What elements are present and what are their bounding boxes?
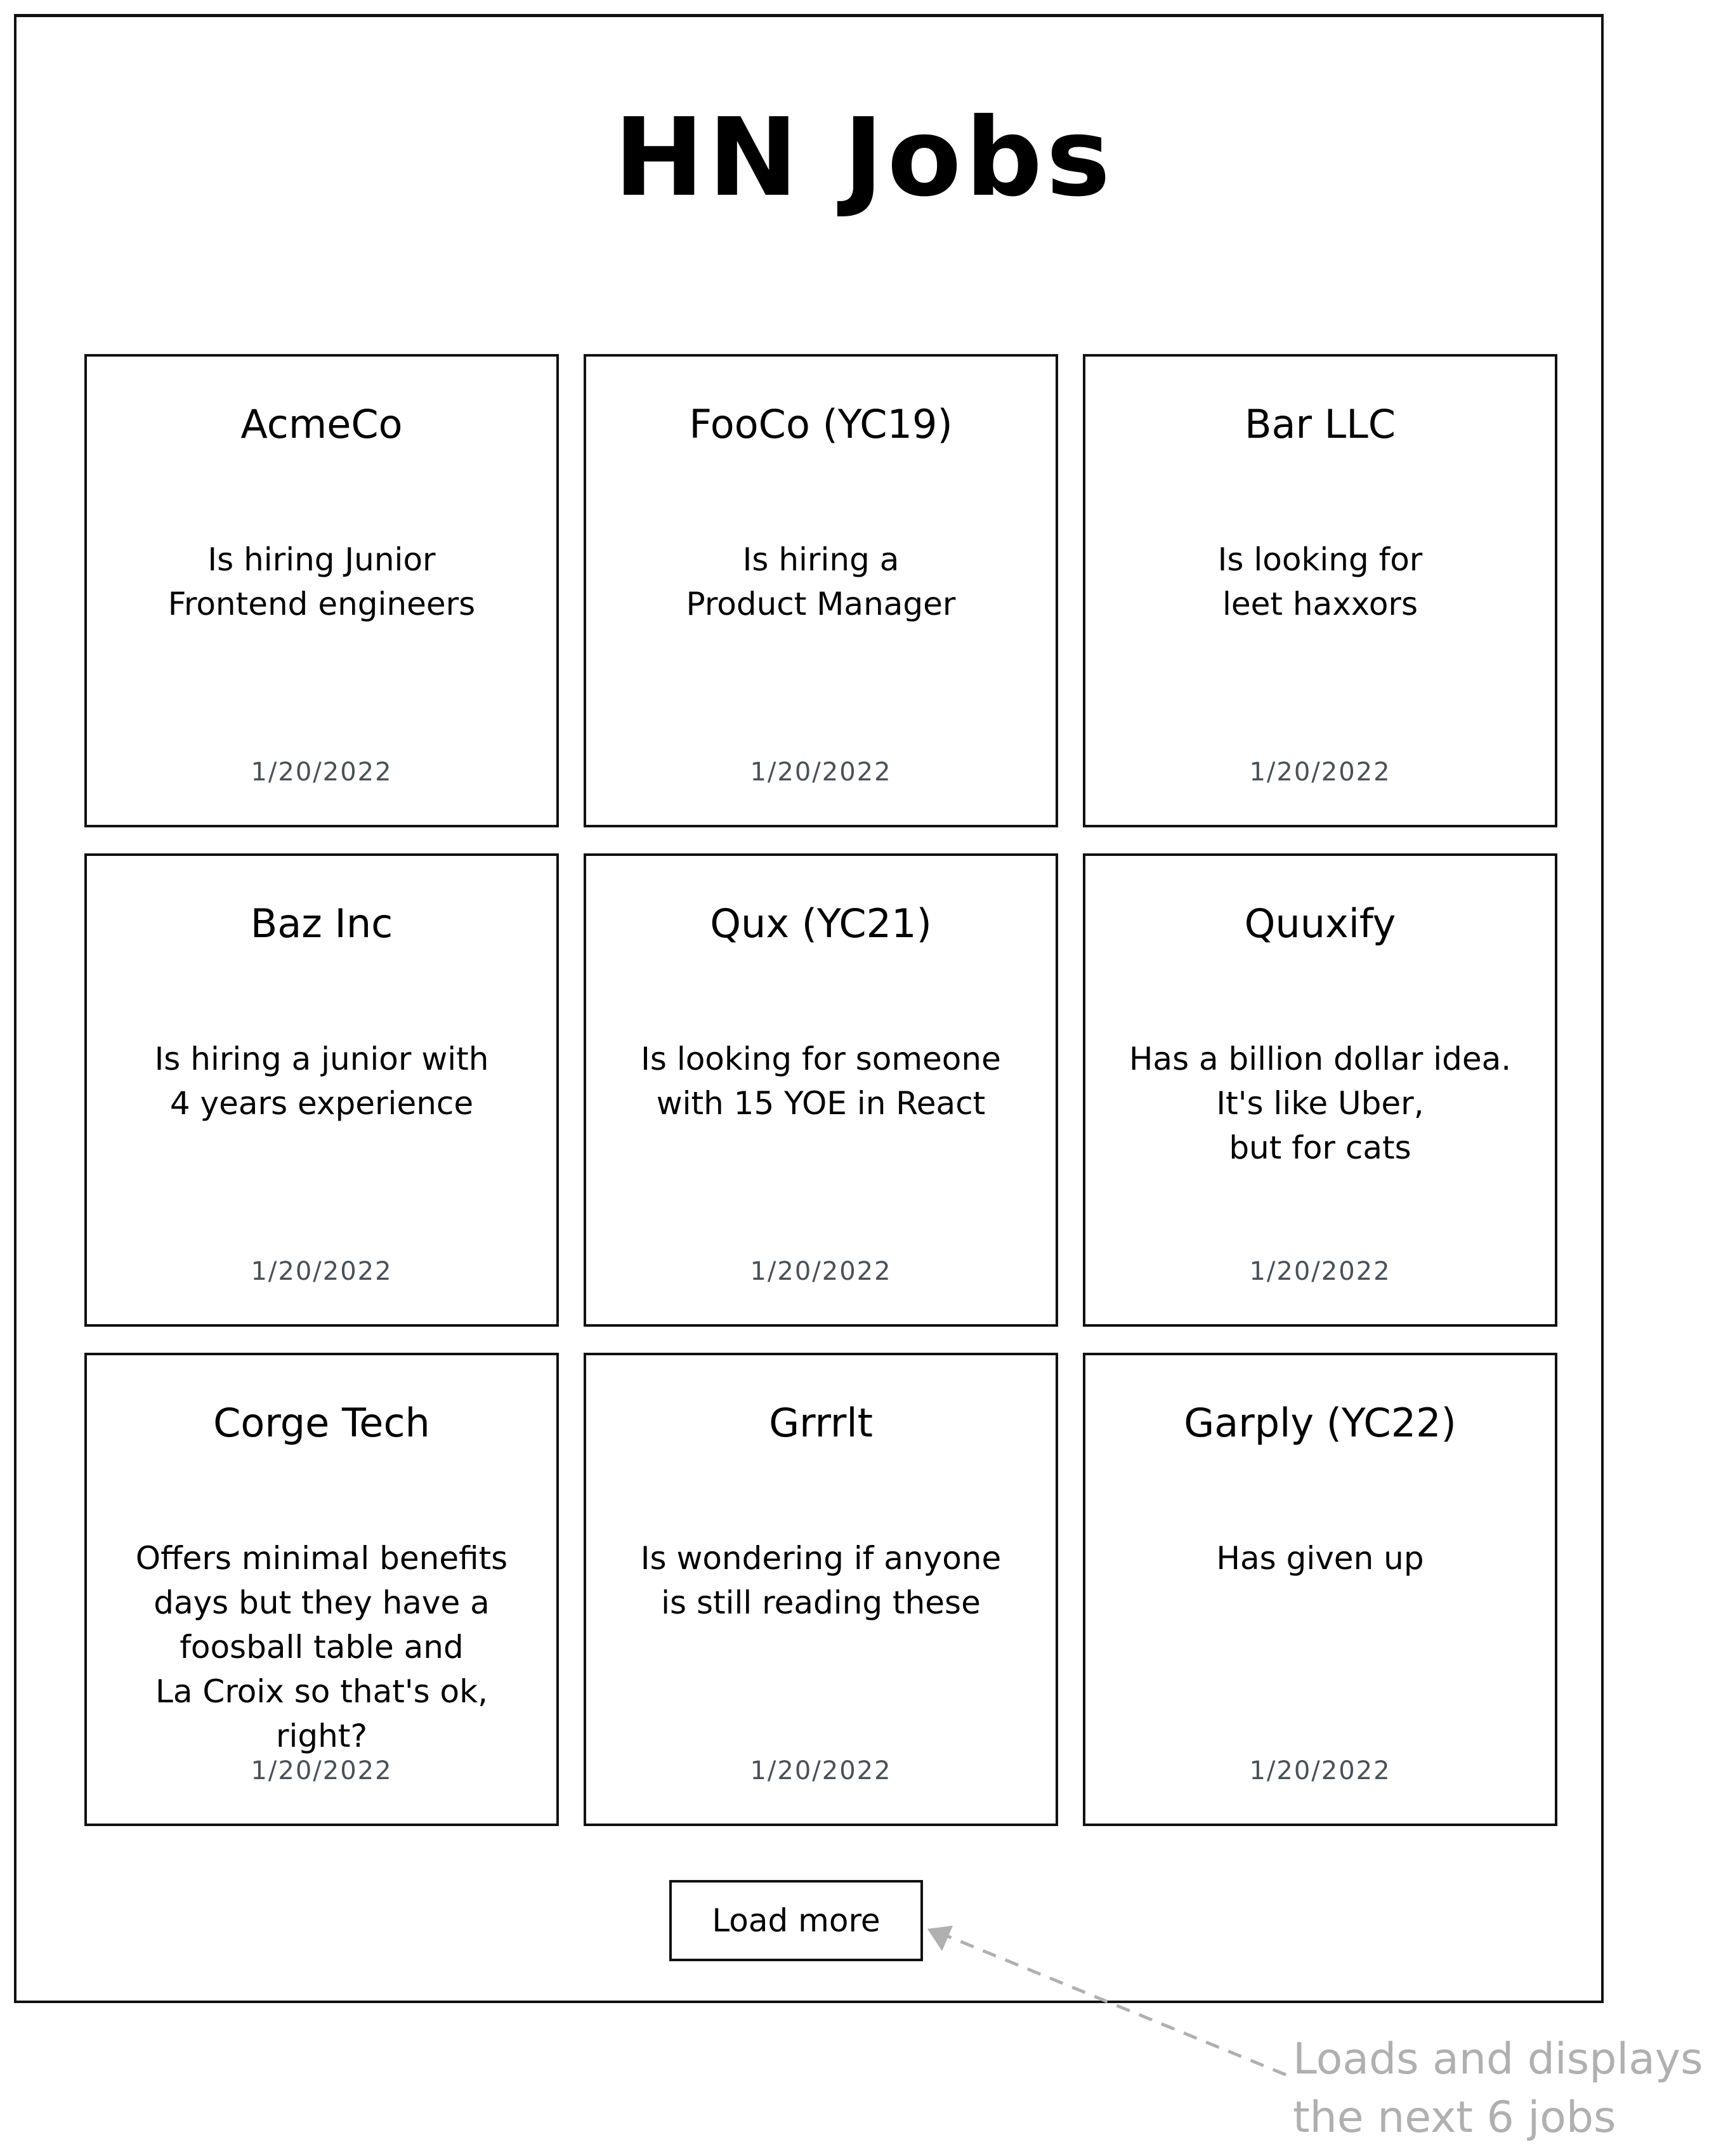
job-company-name: AcmeCo <box>240 401 403 447</box>
job-company-name: Qux (YC21) <box>710 900 932 947</box>
job-date: 1/20/2022 <box>750 1756 892 1785</box>
job-description: Is hiring a Product Manager <box>686 541 956 622</box>
job-company-name: Quuxify <box>1244 900 1396 947</box>
page-title: HN Jobs <box>613 95 1115 221</box>
annotation-note: Loads and displays the next 6 jobs <box>1293 2034 1703 2143</box>
job-description: Is hiring a junior with 4 years experience <box>154 1041 489 1122</box>
job-company-name: FooCo (YC19) <box>689 401 953 447</box>
job-company-name: Bar LLC <box>1244 401 1396 447</box>
job-date: 1/20/2022 <box>750 1257 892 1286</box>
job-date: 1/20/2022 <box>1249 1257 1391 1286</box>
job-description: Has a billion dollar idea. It's like Uber, but for cats <box>1129 1041 1512 1166</box>
job-description: Has given up <box>1216 1540 1424 1577</box>
job-date: 1/20/2022 <box>1249 758 1391 787</box>
arrow-dashed-line <box>945 1935 1286 2075</box>
job-date: 1/20/2022 <box>251 1756 393 1785</box>
job-company-name: Corge Tech <box>213 1400 430 1446</box>
job-date: 1/20/2022 <box>251 758 393 787</box>
job-date: 1/20/2022 <box>750 758 892 787</box>
job-description: Is looking for leet haxxors <box>1217 541 1423 622</box>
load-more-button[interactable]: Load more <box>669 1880 923 1961</box>
job-date: 1/20/2022 <box>251 1257 393 1286</box>
job-description: Is hiring Junior Frontend engineers <box>167 541 476 622</box>
job-date: 1/20/2022 <box>1249 1756 1391 1785</box>
job-description: Is looking for someone with 15 YOE in React <box>641 1041 1001 1122</box>
job-description: Offers minimal benefits days but they have a foosball table and La Croix so that's ok, right? <box>135 1540 508 1754</box>
job-company-name: Garply (YC22) <box>1184 1400 1456 1446</box>
job-company-name: Baz Inc <box>250 900 393 947</box>
job-company-name: Grrrlt <box>769 1400 873 1446</box>
job-description: Is wondering if anyone is still reading these <box>640 1540 1002 1621</box>
